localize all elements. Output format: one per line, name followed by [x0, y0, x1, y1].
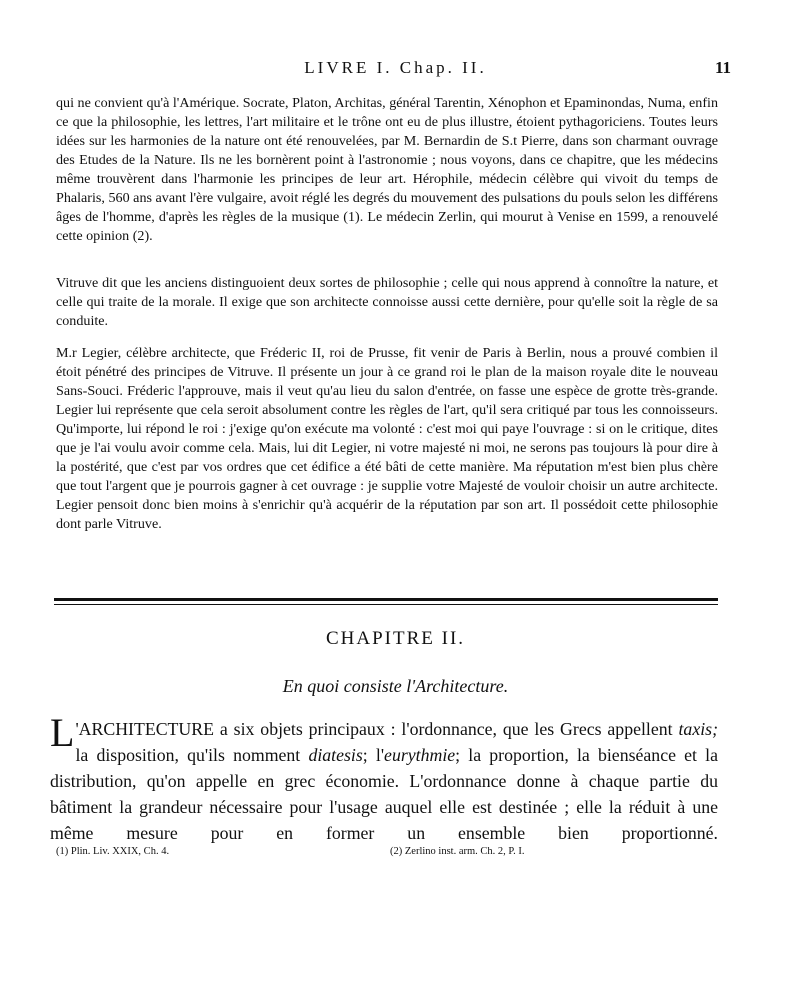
- intro-text-part2: la disposition, qu'ils nomment: [75, 745, 309, 765]
- chapter-heading: CHAPITRE II.: [325, 628, 466, 649]
- footnote-2: (2) Zerlino inst. arm. Ch. 2, P. I.: [390, 846, 525, 857]
- section-divider-thin: [54, 604, 718, 605]
- term-eurythmie: eurythmie: [384, 745, 456, 765]
- paragraph-legier-anecdote: M.r Legier, célèbre architecte, que Fréderic II, roi de Prusse, fit venir de Paris à Berlin, nous a prouvé combien il étoit pénétré des principes de Vitruve. Il présente un jour à ce grand roi le plan de la maison royale dite le nouveau Sans-Souci. Fréderic l'approuve, mais il veut qu'au lieu du salon d'entrée, on fasse une espèce de grotte très-grande. Legier lui représente que cela seroit absolument contre les règles de l'art, qu'il sera critiqué par tous les connoisseurs. Qu'importe, lui répond le roi : j'exige qu'on exécute ma volonté : c'est moi qui paye l'ouvrage : si on le critique, dites que je l'ai voulu avoir comme cela. Mais, lui dit Legier, ni votre majesté ni moi, ne serons pas toujours là pour dire à la postérité, que c'est par vos ordres que cet édifice a été bâti de cette manière. Ma réputation m'est bien plus chère que tout l'argent que je pourrois gagner à cet ouvrage : je supplie votre Majesté de vouloir choisir un autre architecte. Legier pensoit donc bien moins à s'enrichir qu'à acquérir de la réputation par son art. Il possédoit cette philosophie dont parle Vitruve.: [56, 345, 718, 532]
- running-title: LIVRE I. Chap. II.: [304, 58, 487, 77]
- intro-paragraph: [50, 710, 718, 846]
- intro-text-part1: a six objets principaux : l'ordonnance, que les Grecs appellent: [213, 719, 679, 739]
- page-number: 11: [714, 58, 731, 77]
- term-diatesis: diatesis: [308, 745, 363, 765]
- paragraph-pythagoreans: qui ne convient qu'à l'Amérique. Socrate, Platon, Architas, général Tarentin, Xénophon et Epaminondas, Numa, enfin ce que la philosophie, les lettres, l'art militaire et le trône ont eu de plus illustre, étoient pythagoriciens. Toutes leurs idées sur les harmonies de la nature ont été renouvelées, par M. Bernardin de S.t Pierre, dans son charmant ouvrage des Etudes de la Nature. Ils ne les bornèrent point à l'astronomie ; nous voyons, dans ce chapitre, que les médecins même trouvèrent dans l'harmonie les principes de leur art. Hérophile, médecin célèbre qui vivoit du temps de Phalaris, 560 ans avant l'ère vulgaire, avoit réglé les degrés du mouvement des pulsations du pouls selon les différens âges de l'homme, d'après les règles de la musique (1). Le médecin Zerlin, qui mourut à Venise en 1599, a renouvelé cette opinion (2).: [56, 95, 718, 244]
- term-taxis: taxis;: [678, 719, 718, 739]
- intro-text-part3: ; l': [362, 745, 385, 765]
- intro-text-part4: ; la proportion, la bienséance et la distribution, qu'on appelle en grec économie. L'ordonnance donne à chaque partie du bâtiment la grandeur nécessaire pour l'usage auquel elle est destinée ; elle la réduit à une même mesure pour en former un ensemble bien proportionné.: [50, 745, 718, 843]
- footnote-1: (1) Plin. Liv. XXIX, Ch. 4.: [56, 846, 170, 857]
- chapter-subtitle: En quoi consiste l'Architecture.: [282, 676, 509, 696]
- section-divider-thick: [54, 598, 718, 601]
- drop-cap: L: [50, 710, 75, 755]
- running-head: [0, 58, 791, 82]
- paragraph-vitruve-philosophy: Vitruve dit que les anciens distinguoient deux sortes de philosophie ; celle qui nous apprend à connoître la nature, et celle qui traite de la morale. Il exige que son architecte connoisse aussi cette dernière, pour qu'elle soit la règle de sa conduite.: [56, 275, 718, 329]
- chapter-intro: [50, 710, 718, 846]
- intro-lead-word: 'ARCHITECTURE: [75, 719, 214, 739]
